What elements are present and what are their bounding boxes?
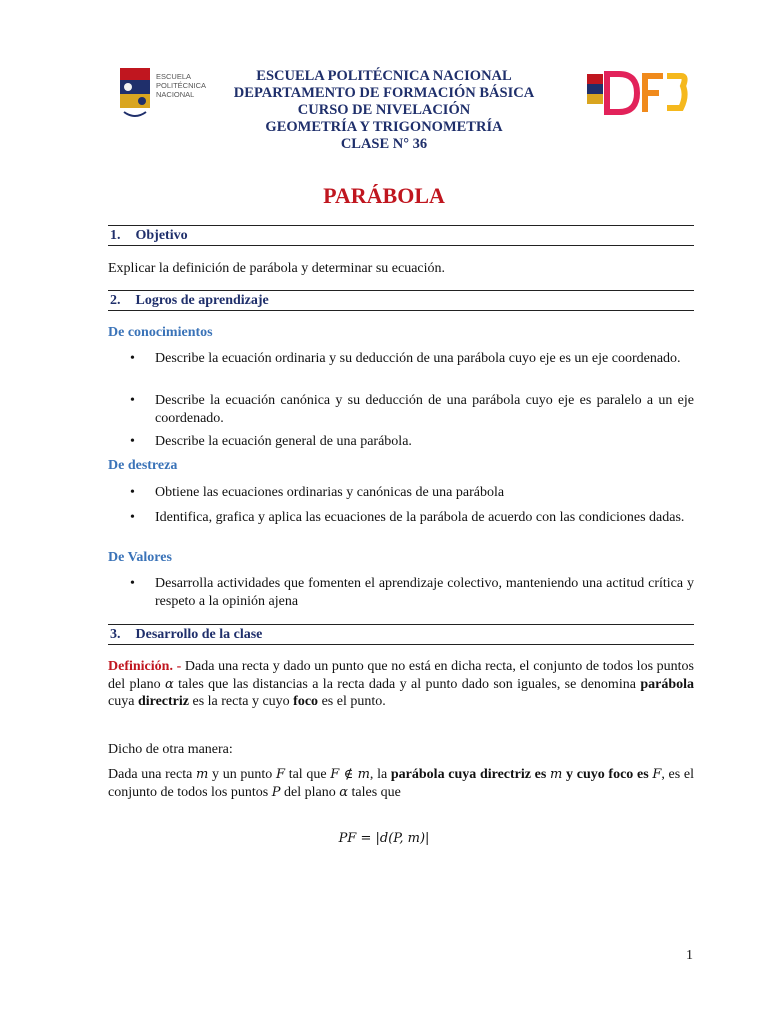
logo-text-3: NACIONAL — [156, 90, 195, 99]
subheading-destreza: De destreza — [108, 458, 178, 473]
dada-paragraph: Dada una recta m y un punto F tal que F ∉ m, la parábola cuya directriz es m y cuyo foco es F, es el conjunto de todos los puntos P del plano α tales que — [108, 767, 695, 800]
page-number: 1 — [686, 948, 693, 963]
formula: PF = |d(P, m)| — [338, 831, 430, 846]
list-item: • Identifica, grafica y aplica las ecuaciones de la parábola de acuerdo con las condiciones dadas. — [130, 510, 685, 525]
bullet-icon: • — [130, 485, 135, 500]
list-item: • Obtiene las ecuaciones ordinarias y canónicas de una parábola — [130, 485, 505, 500]
bullet-icon: • — [130, 510, 135, 525]
section-logros — [108, 290, 694, 311]
bullet-icon: • — [130, 434, 135, 449]
bullet-icon: • — [130, 393, 135, 408]
header-class: CLASE N° 36 — [340, 136, 428, 152]
logo-text-2: POLITÉCNICA — [156, 81, 207, 90]
section-objetivo — [108, 225, 694, 246]
definition-label: Definición. - — [108, 659, 182, 674]
section-number: 1. — [110, 228, 121, 243]
header-subject: GEOMETRÍA Y TRIGONOMETRÍA — [265, 119, 503, 135]
header-course: CURSO DE NIVELACIÓN — [297, 102, 471, 118]
header-department: DEPARTAMENTO DE FORMACIÓN BÁSICA — [233, 85, 535, 101]
section-number: 2. — [110, 293, 121, 308]
subheading-conocimientos: De conocimientos — [108, 325, 213, 340]
definition-paragraph: Definición. - Dada una recta y dado un punto que no está en dicha recta, el conjunto de todos los puntos del plano α tales que las distancias a la recta dada y al punto dado son iguales, se denomina parábola cuya directriz es la recta y cuyo foco es el punto. — [108, 659, 694, 709]
list-item: • Desarrolla actividades que fomenten el aprendizaje colectivo, manteniendo una actitud crítica y respeto a la opinión ajena — [130, 576, 694, 609]
list-item: • Describe la ecuación canónica y su deducción de una parábola cuyo eje es paralelo a un eje coordenado. — [130, 393, 694, 426]
logo-text-1: ESCUELA — [156, 72, 192, 81]
subheading-valores: De Valores — [108, 550, 172, 565]
header-school: ESCUELA POLITÉCNICA NACIONAL — [256, 68, 512, 84]
section-desarrollo — [108, 624, 694, 645]
page-title: PARÁBOLA — [323, 183, 445, 208]
section-label: Desarrollo de la clase — [135, 627, 263, 642]
section-number: 3. — [110, 627, 121, 642]
list-item: • Describe la ecuación ordinaria y su deducción de una parábola cuyo eje es un eje coordenado. — [130, 351, 681, 366]
dicho-text: Dicho de otra manera: — [108, 742, 233, 757]
objetivo-text: Explicar la definición de parábola y determinar su ecuación. — [108, 261, 446, 276]
section-label: Logros de aprendizaje — [135, 293, 269, 308]
list-item: • Describe la ecuación general de una parábola. — [130, 434, 412, 449]
bullet-icon: • — [130, 351, 135, 366]
bullet-icon: • — [130, 576, 135, 591]
section-label: Objetivo — [135, 228, 188, 243]
